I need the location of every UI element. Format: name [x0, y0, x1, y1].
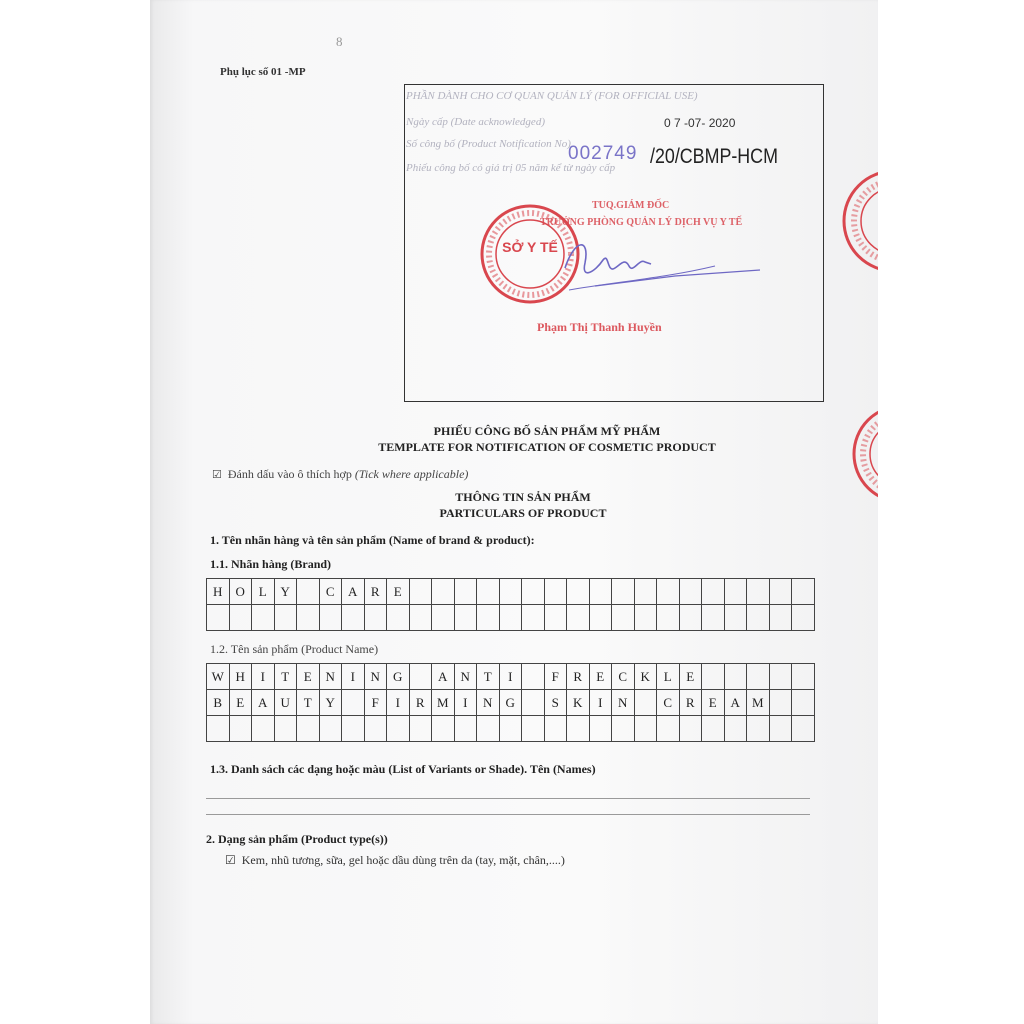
- letter-box: [769, 579, 792, 605]
- product-type-text: Kem, nhũ tương, sữa, gel hoặc dầu dùng trên da (tay, mặt, chân,....): [241, 853, 565, 867]
- letter-box: A: [342, 579, 365, 605]
- letter-box: [454, 579, 477, 605]
- letter-box: [769, 605, 792, 631]
- product-name-grid: [206, 663, 815, 742]
- letter-box: [409, 579, 432, 605]
- letter-box: [274, 605, 297, 631]
- letter-box: [702, 664, 725, 690]
- letter-box: C: [319, 579, 342, 605]
- letter-box: H: [229, 664, 252, 690]
- letter-box: [702, 716, 725, 742]
- form-title-en: TEMPLATE FOR NOTIFICATION OF COSMETIC PRODUCT: [378, 440, 716, 454]
- letter-box: R: [679, 690, 702, 716]
- checked-box-icon: ☑: [212, 469, 222, 481]
- section-2-heading: 2. Dạng sản phẩm (Product type(s)): [206, 832, 388, 846]
- letter-box: R: [409, 690, 432, 716]
- letter-box: [769, 664, 792, 690]
- signature-icon: [555, 228, 765, 308]
- letter-box: O: [229, 579, 252, 605]
- letter-box: N: [612, 690, 635, 716]
- appendix-label: Phụ lục số 01 -MP: [220, 66, 306, 78]
- letter-box: [252, 716, 275, 742]
- letter-box: E: [297, 664, 320, 690]
- letter-box: B: [207, 690, 230, 716]
- letter-box: [589, 579, 612, 605]
- director-department: TRƯỞNG PHÒNG QUẢN LÝ DỊCH VỤ Y TẾ: [540, 217, 743, 228]
- letter-box: [454, 716, 477, 742]
- letter-box: [454, 605, 477, 631]
- letter-box: [477, 716, 500, 742]
- letter-box: [747, 716, 770, 742]
- letter-box: L: [252, 579, 275, 605]
- letter-box: E: [589, 664, 612, 690]
- letter-box: [634, 579, 657, 605]
- product-grid-row: [207, 664, 815, 690]
- letter-box: [567, 716, 590, 742]
- letter-box: [792, 605, 815, 631]
- letter-box: Y: [274, 579, 297, 605]
- validity-label: Phiếu công bố có giá trị 05 năm kể từ ngày cấp: [406, 162, 616, 174]
- letter-box: [229, 605, 252, 631]
- letter-box: [297, 605, 320, 631]
- letter-box: [477, 579, 500, 605]
- letter-box: [477, 605, 500, 631]
- letter-box: [297, 716, 320, 742]
- letter-box: [387, 605, 410, 631]
- letter-box: T: [477, 664, 500, 690]
- notification-number-suffix: /20/CBMP-HCM: [650, 145, 778, 168]
- variants-line: [206, 814, 810, 815]
- brand-grid-row: [207, 579, 815, 605]
- letter-box: C: [657, 690, 680, 716]
- letter-box: [634, 716, 657, 742]
- letter-box: [747, 579, 770, 605]
- product-type-option: [225, 853, 565, 868]
- brand-grid-row: [207, 605, 815, 631]
- particulars-title-vn: THÔNG TIN SẢN PHẨM: [455, 490, 591, 504]
- letter-box: [702, 605, 725, 631]
- letter-box: [792, 579, 815, 605]
- seal-center-text: SỞ Y TẾ: [502, 239, 558, 255]
- letter-box: [792, 664, 815, 690]
- letter-box: [679, 716, 702, 742]
- letter-box: [499, 579, 522, 605]
- letter-box: F: [364, 690, 387, 716]
- letter-box: T: [274, 664, 297, 690]
- letter-box: [679, 579, 702, 605]
- letter-box: [274, 716, 297, 742]
- tick-instruction-italic: (Tick where applicable): [354, 467, 469, 481]
- letter-box: [432, 605, 455, 631]
- letter-box: [409, 664, 432, 690]
- section-1-heading: 1. Tên nhãn hàng và tên sản phẩm (Name of brand & product):: [210, 533, 535, 547]
- letter-box: [724, 664, 747, 690]
- brand-grid: [206, 578, 815, 631]
- letter-box: I: [589, 690, 612, 716]
- letter-box: I: [499, 664, 522, 690]
- letter-box: [769, 690, 792, 716]
- section-1-3-heading: 1.3. Danh sách các dạng hoặc màu (List of Variants or Shade). Tên (Names): [210, 762, 596, 776]
- form-title-vn: PHIẾU CÔNG BỐ SẢN PHẨM MỸ PHẨM: [433, 424, 661, 438]
- letter-box: W: [207, 664, 230, 690]
- letter-box: S: [544, 690, 567, 716]
- letter-box: [657, 605, 680, 631]
- letter-box: [364, 605, 387, 631]
- letter-box: [319, 605, 342, 631]
- letter-box: [364, 716, 387, 742]
- letter-box: [612, 716, 635, 742]
- letter-box: G: [499, 690, 522, 716]
- letter-box: [522, 579, 545, 605]
- letter-box: [297, 579, 320, 605]
- tick-instruction-text: Đánh dấu vào ô thích hợp: [227, 467, 352, 481]
- letter-box: N: [319, 664, 342, 690]
- letter-box: [229, 716, 252, 742]
- letter-box: E: [387, 579, 410, 605]
- letter-box: [522, 605, 545, 631]
- letter-box: K: [567, 690, 590, 716]
- letter-box: N: [454, 664, 477, 690]
- letter-box: [702, 579, 725, 605]
- checked-box-icon: ☑: [225, 853, 236, 867]
- official-use-title: PHẦN DÀNH CHO CƠ QUAN QUẢN LÝ (FOR OFFICIAL USE): [406, 90, 698, 102]
- letter-box: [724, 716, 747, 742]
- director-title: TUQ.GIÁM ĐỐC: [592, 200, 670, 211]
- letter-box: E: [679, 664, 702, 690]
- letter-box: M: [747, 690, 770, 716]
- letter-box: T: [297, 690, 320, 716]
- letter-box: A: [252, 690, 275, 716]
- particulars-title-en: PARTICULARS OF PRODUCT: [439, 506, 607, 520]
- letter-box: E: [229, 690, 252, 716]
- letter-box: [387, 716, 410, 742]
- letter-box: Y: [319, 690, 342, 716]
- letter-box: [567, 605, 590, 631]
- letter-box: H: [207, 579, 230, 605]
- letter-box: R: [567, 664, 590, 690]
- letter-box: [747, 664, 770, 690]
- letter-box: [342, 690, 365, 716]
- letter-box: [207, 716, 230, 742]
- letter-box: [634, 605, 657, 631]
- letter-box: [634, 690, 657, 716]
- product-grid-row: [207, 690, 815, 716]
- letter-box: [724, 579, 747, 605]
- letter-box: [522, 664, 545, 690]
- letter-box: I: [252, 664, 275, 690]
- letter-box: [499, 605, 522, 631]
- letter-box: [409, 716, 432, 742]
- notification-number-stamp: 002749: [568, 143, 638, 164]
- letter-box: U: [274, 690, 297, 716]
- letter-box: [342, 716, 365, 742]
- letter-box: [544, 716, 567, 742]
- letter-box: E: [702, 690, 725, 716]
- date-acknowledged-value: 0 7 -07- 2020: [664, 116, 736, 130]
- letter-box: [657, 579, 680, 605]
- letter-box: C: [612, 664, 635, 690]
- signer-name: Phạm Thị Thanh Huyền: [537, 320, 662, 334]
- side-seal-icon: [838, 165, 878, 277]
- letter-box: [612, 579, 635, 605]
- letter-box: [522, 716, 545, 742]
- letter-box: [567, 579, 590, 605]
- letter-box: [589, 605, 612, 631]
- letter-box: [792, 716, 815, 742]
- letter-box: [544, 605, 567, 631]
- letter-box: [612, 605, 635, 631]
- letter-box: F: [544, 664, 567, 690]
- letter-box: L: [657, 664, 680, 690]
- letter-box: [792, 690, 815, 716]
- letter-box: I: [342, 664, 365, 690]
- letter-box: [544, 579, 567, 605]
- letter-box: [679, 605, 702, 631]
- letter-box: [252, 605, 275, 631]
- notification-number-label: Số công bố (Product Notification No): [406, 138, 571, 150]
- letter-box: A: [432, 664, 455, 690]
- letter-box: [432, 716, 455, 742]
- letter-box: [724, 605, 747, 631]
- section-1-1-heading: 1.1. Nhãn hàng (Brand): [210, 557, 332, 571]
- product-grid-row: [207, 716, 815, 742]
- letter-box: [522, 690, 545, 716]
- letter-box: [589, 716, 612, 742]
- letter-box: N: [364, 664, 387, 690]
- letter-box: [747, 605, 770, 631]
- letter-box: [769, 716, 792, 742]
- letter-box: [207, 605, 230, 631]
- letter-box: R: [364, 579, 387, 605]
- letter-box: M: [432, 690, 455, 716]
- letter-box: A: [724, 690, 747, 716]
- letter-box: [657, 716, 680, 742]
- letter-box: N: [477, 690, 500, 716]
- date-acknowledged-label: Ngày cấp (Date acknowledged): [406, 116, 545, 128]
- letter-box: [499, 716, 522, 742]
- letter-box: [319, 716, 342, 742]
- variants-line: [206, 798, 810, 799]
- handwritten-mark: 8: [336, 34, 343, 49]
- letter-box: [409, 605, 432, 631]
- letter-box: G: [387, 664, 410, 690]
- tick-instruction: [212, 467, 468, 482]
- letter-box: I: [454, 690, 477, 716]
- letter-box: [342, 605, 365, 631]
- letter-box: I: [387, 690, 410, 716]
- letter-box: [432, 579, 455, 605]
- letter-box: K: [634, 664, 657, 690]
- section-1-2-heading: 1.2. Tên sản phẩm (Product Name): [210, 642, 379, 656]
